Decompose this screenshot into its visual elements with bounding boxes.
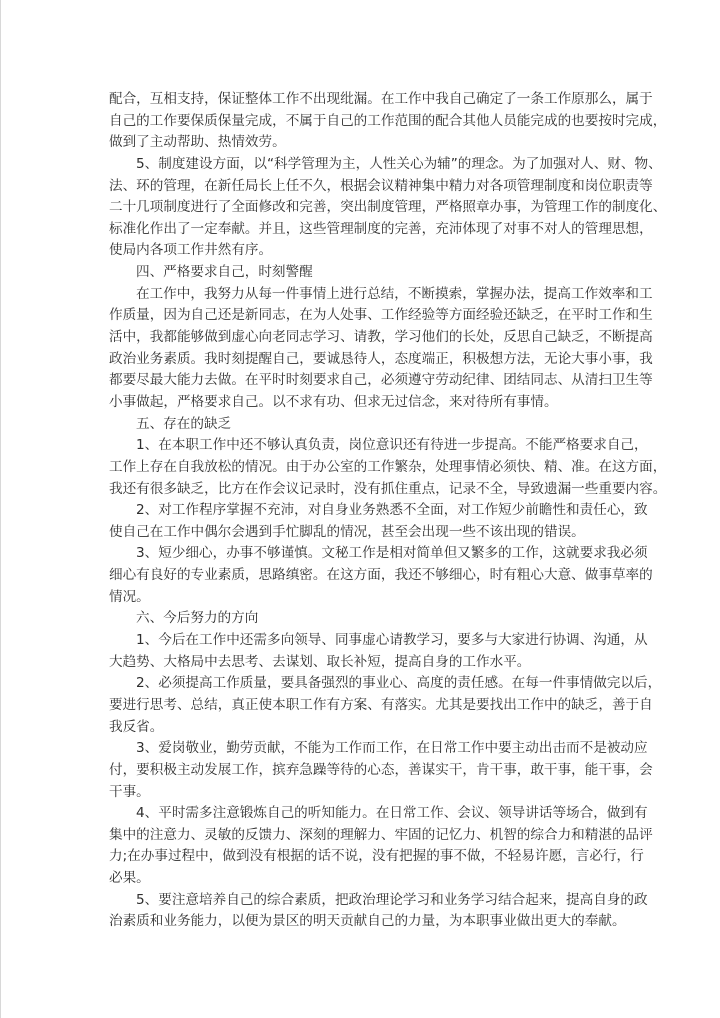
text-line: 干事。 bbox=[109, 783, 150, 800]
text-line: 在工作中，我努力从每一件事情上进行总结，不断摸索，掌握办法，提高工作效率和工 bbox=[136, 285, 653, 302]
text-line: 力;在办事过程中，做到没有根据的话不说，没有把握的事不做，不轻易许愿，言必行，行 bbox=[109, 848, 644, 865]
text-line: 小事做起，严格要求自己。以不求有功、但求无过信念，来对待所有事情。 bbox=[109, 393, 558, 410]
text-line: 细心有良好的专业素质，思路缜密。在这方面，我还不够细心，时有粗心大意、做事草率的 bbox=[109, 567, 653, 584]
text-line: 配合，互相支持，保证整体工作不出现纰漏。在工作中我自己确定了一条工作原那么，属于 bbox=[109, 91, 653, 107]
text-line: 4、平时需多注意锻炼自己的听知能力。在日常工作、会议、领导讲话等场合，做到有 bbox=[136, 805, 648, 822]
text-line: 使局内各项工作井然有序。 bbox=[109, 242, 273, 259]
text-line: 五、存在的缺乏 bbox=[136, 415, 232, 432]
text-line: 3、短少细心，办事不够谨慎。文秘工作是相对简单但又繁多的工作，这就要求我必须 bbox=[136, 545, 648, 562]
text-line: 5、制度建设方面，以“科学管理为主，人性关心为辅”的理念。为了加强对人、财、物、 bbox=[136, 155, 662, 172]
text-line: 付，要积极主动发展工作，摈弃急躁等待的心态，善谋实干，肯干事，敢干事，能干事，会 bbox=[109, 761, 653, 778]
text-line: 四、严格要求自己，时刻警醒 bbox=[136, 264, 313, 281]
text-line: 2、必须提高工作质量，要具备强烈的事业心、高度的责任感。在每一件事情做完以后， bbox=[136, 675, 662, 692]
text-line: 标准化作出了一定奉献。并且，这些管理制度的完善，充沛体现了对事不对人的管理思想， bbox=[109, 220, 653, 237]
text-line: 大趋势、大格局中去思考、去谋划、取长补短，提高自身的工作水平。 bbox=[109, 653, 531, 670]
text-line: 六、今后努力的方向 bbox=[136, 610, 259, 627]
text-line: 工作上存在自我放松的情况。由于办公室的工作繁杂，处理事情必须快、精、准。在这方面， bbox=[109, 458, 667, 475]
text-line: 活中，我都能够做到虚心向老同志学习、请教，学习他们的长处，反思自己缺乏，不断提高 bbox=[109, 329, 653, 346]
text-line: 政治业务素质。我时刻提醒自己，要诚恳待人，态度端正，积极想方法，无论大事小事，我 bbox=[109, 350, 653, 367]
text-line: 做到了主动帮助、热情效劳。 bbox=[109, 134, 286, 151]
text-line: 自己的工作要保质保量完成，不属于自己的工作范围的配合其他人员能完成的也要按时完成， bbox=[109, 112, 667, 129]
text-line: 二十几项制度进行了全面修改和完善，突出制度管理，严格照章办事，为管理工作的制度化、 bbox=[109, 199, 667, 216]
text-line: 作质量，因为自己还是新同志，在为人处事、工作经验等方面经验还缺乏，在平时工作和生 bbox=[109, 307, 653, 324]
text-line: 5、要注意培养自己的综合素质，把政治理论学习和业务学习结合起来，提高自身的政 bbox=[136, 891, 648, 908]
text-line: 使自己在工作中偶尔会遇到手忙脚乱的情况，甚至会出现一些不该出现的错误。 bbox=[109, 523, 585, 540]
text-line: 我反省。 bbox=[109, 718, 164, 735]
text-line: 集中的注意力、灵敏的反馈力、深刻的理解力、牢固的记忆力、机智的综合力和精湛的品评 bbox=[109, 826, 653, 843]
document-body bbox=[109, 89, 667, 933]
text-line: 1、在本职工作中还不够认真负责，岗位意识还有待进一步提高。不能严格要求自己， bbox=[136, 437, 648, 454]
text-line: 治素质和业务能力，以便为景区的明天贡献自己的力量，为本职事业做出更大的奉献。 bbox=[109, 913, 626, 930]
text-line: 情况。 bbox=[109, 588, 150, 605]
text-line: 要进行思考、总结，真正使本职工作有方案、有落实。尤其是要找出工作中的缺乏，善于自 bbox=[109, 696, 653, 713]
text-line: 3、爱岗敬业，勤劳贡献，不能为工作而工作，在日常工作中要主动出击而不是被动应 bbox=[136, 740, 648, 757]
text-line: 我还有很多缺乏，比方在作会议记录时，没有抓住重点，记录不全，导致遗漏一些重要内容。 bbox=[109, 480, 667, 497]
text-line: 都要尽最大能力去做。在平时时刻要求自己，必须遵守劳动纪律、团结同志、从清扫卫生等 bbox=[109, 372, 653, 389]
text-line: 法、环的管理，在新任局长上任不久，根据会议精神集中精力对各项管理制度和岗位职责等 bbox=[109, 177, 653, 194]
text-line: 2、对工作程序掌握不充沛，对自身业务熟悉不全面，对工作短少前瞻性和责任心，致 bbox=[136, 502, 648, 519]
text-line: 必果。 bbox=[109, 870, 150, 887]
text-line: 1、今后在工作中还需多向领导、同事虚心请教学习，要多与大家进行协调、沟通，从 bbox=[136, 632, 648, 649]
